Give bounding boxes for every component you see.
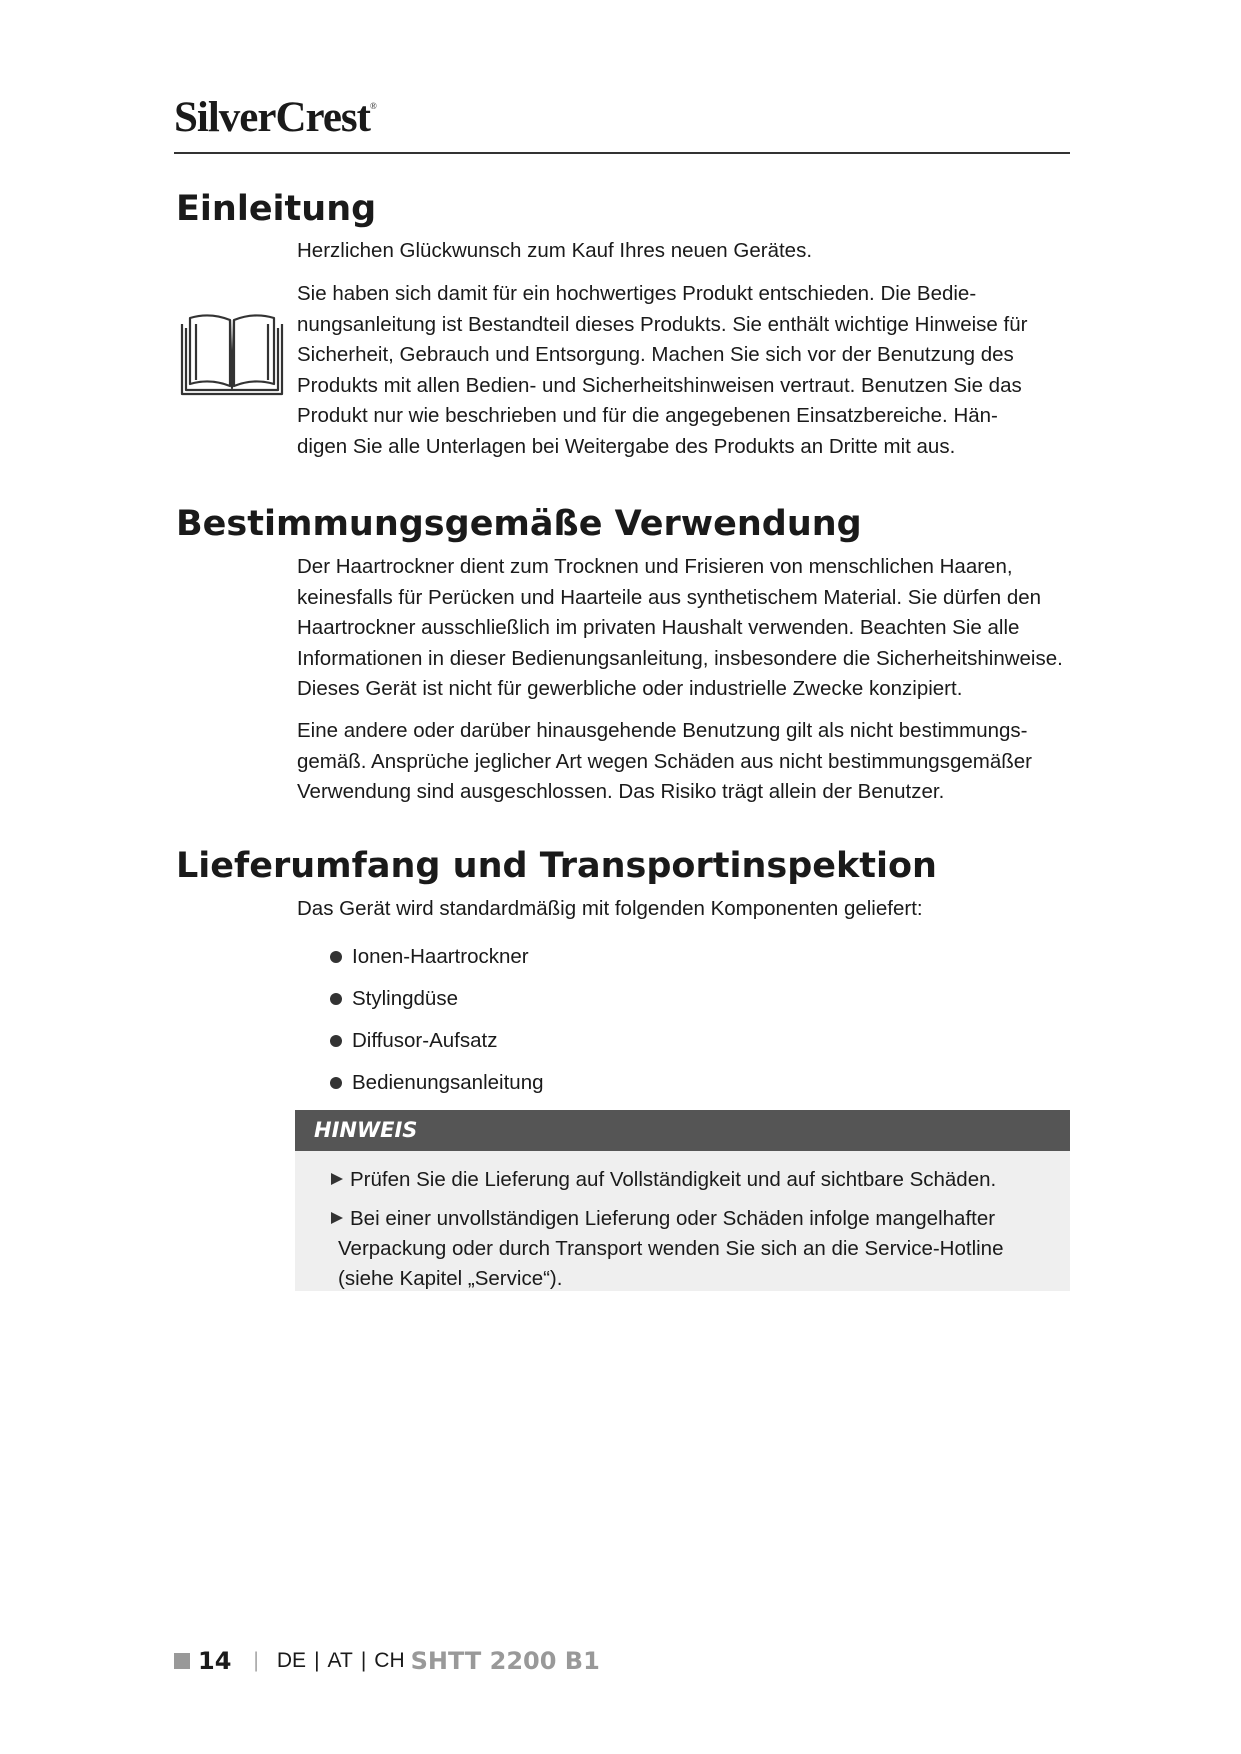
usage-line: gemäß. Ansprüche jeglicher Art wegen Schäden aus nicht bestimmungsgemäßer: [297, 749, 1032, 773]
list-item-label: Ionen-Haartrockner: [352, 945, 529, 968]
brand-logo: [174, 96, 376, 139]
usage-line: Eine andere oder darüber hinausgehende Benutzung gilt als nicht bestimmungs-: [297, 719, 1028, 742]
footer-separator: |: [360, 1649, 367, 1672]
model-number: SHTT 2200 B1: [410, 1647, 600, 1675]
intro-line: Produkt nur wie beschrieben und für die angegebenen Einsatzbereiche. Hän-: [297, 404, 998, 427]
footer-separator: |: [253, 1649, 259, 1672]
registered-mark: ®: [369, 101, 376, 111]
bullet-icon: [330, 1035, 342, 1047]
bullet-icon: [330, 993, 342, 1005]
usage-line: Haartrockner ausschließlich im privaten Haushalt verwenden. Beachten Sie alle: [297, 616, 1020, 639]
note-item-text: Bei einer unvollständigen Lieferung oder Schäden infolge mangelhafter: [350, 1207, 996, 1230]
page-footer: [174, 1644, 600, 1678]
list-item-label: Diffusor-Aufsatz: [352, 1029, 498, 1052]
country-code: AT: [327, 1649, 353, 1672]
list-item: [330, 978, 544, 1020]
list-item: [330, 936, 544, 978]
country-code: DE: [276, 1649, 307, 1672]
intro-line: nungsanleitung ist Bestandteil dieses Produkts. Sie enthält wichtige Hinweise für: [297, 312, 1028, 336]
note-box: [295, 1110, 1070, 1291]
footer-square-icon: [174, 1653, 190, 1669]
section-title-verwendung: Bestimmungsgemäße Verwendung: [176, 504, 862, 544]
intro-congrats: Herzlichen Glückwunsch zum Kauf Ihres neuen Gerätes.: [297, 239, 813, 262]
delivery-list: [330, 936, 544, 1104]
note-item: [331, 1204, 1051, 1234]
note-item-continuation: (siehe Kapitel „Service“).: [338, 1267, 563, 1290]
bullet-icon: [330, 951, 342, 963]
list-item: [330, 1020, 544, 1062]
usage-line: Dieses Gerät ist nicht für gewerbliche oder industrielle Zwecke konzipiert.: [297, 677, 963, 700]
note-item: [331, 1165, 1051, 1195]
header-divider: [174, 152, 1070, 154]
intro-line: Sicherheit, Gebrauch und Entsorgung. Machen Sie sich vor der Benutzung des: [297, 343, 1014, 366]
usage-line: keinesfalls für Perücken und Haarteile aus synthetischem Material. Sie dürfen den: [297, 585, 1042, 609]
page-number: 14: [198, 1647, 232, 1675]
brand-name: SilverCrest: [174, 94, 370, 141]
list-item-label: Stylingdüse: [352, 987, 458, 1010]
delivery-intro: Das Gerät wird standardmäßig mit folgenden Komponenten geliefert:: [297, 897, 923, 920]
usage-line: Der Haartrockner dient zum Trocknen und Frisieren von menschlichen Haaren,: [297, 555, 1013, 578]
country-code: CH: [374, 1649, 405, 1672]
list-item-label: Bedienungsanleitung: [352, 1071, 544, 1094]
note-item-continuation: Verpackung oder durch Transport wenden Sie sich an die Service-Hotline: [338, 1237, 1004, 1260]
note-title: HINWEIS: [295, 1110, 1070, 1151]
intro-line: digen Sie alle Unterlagen bei Weitergabe des Produkts an Dritte mit aus.: [297, 434, 956, 458]
intro-line: Sie haben sich damit für ein hochwertiges Produkt entschieden. Die Bedie-: [297, 282, 977, 305]
list-item: [330, 1062, 544, 1104]
usage-line: Verwendung sind ausgeschlossen. Das Risiko trägt allein der Benutzer.: [297, 780, 945, 803]
section-title-lieferumfang: Lieferumfang und Transportinspektion: [176, 846, 937, 886]
book-icon: [180, 314, 284, 398]
footer-separator: |: [314, 1649, 320, 1672]
arrow-icon: [331, 1173, 343, 1185]
bullet-icon: [330, 1077, 342, 1089]
section-title-einleitung: Einleitung: [176, 189, 377, 229]
intro-line: Produkts mit allen Bedien- und Sicherheitshinweisen vertraut. Benutzen Sie das: [297, 373, 1022, 397]
usage-line: Informationen in dieser Bedienungsanleitung, insbesondere die Sicherheitshinweise.: [297, 646, 1063, 670]
note-item-text: Prüfen Sie die Lieferung auf Vollständigkeit und auf sichtbare Schäden.: [350, 1168, 997, 1191]
arrow-icon: [331, 1212, 343, 1224]
